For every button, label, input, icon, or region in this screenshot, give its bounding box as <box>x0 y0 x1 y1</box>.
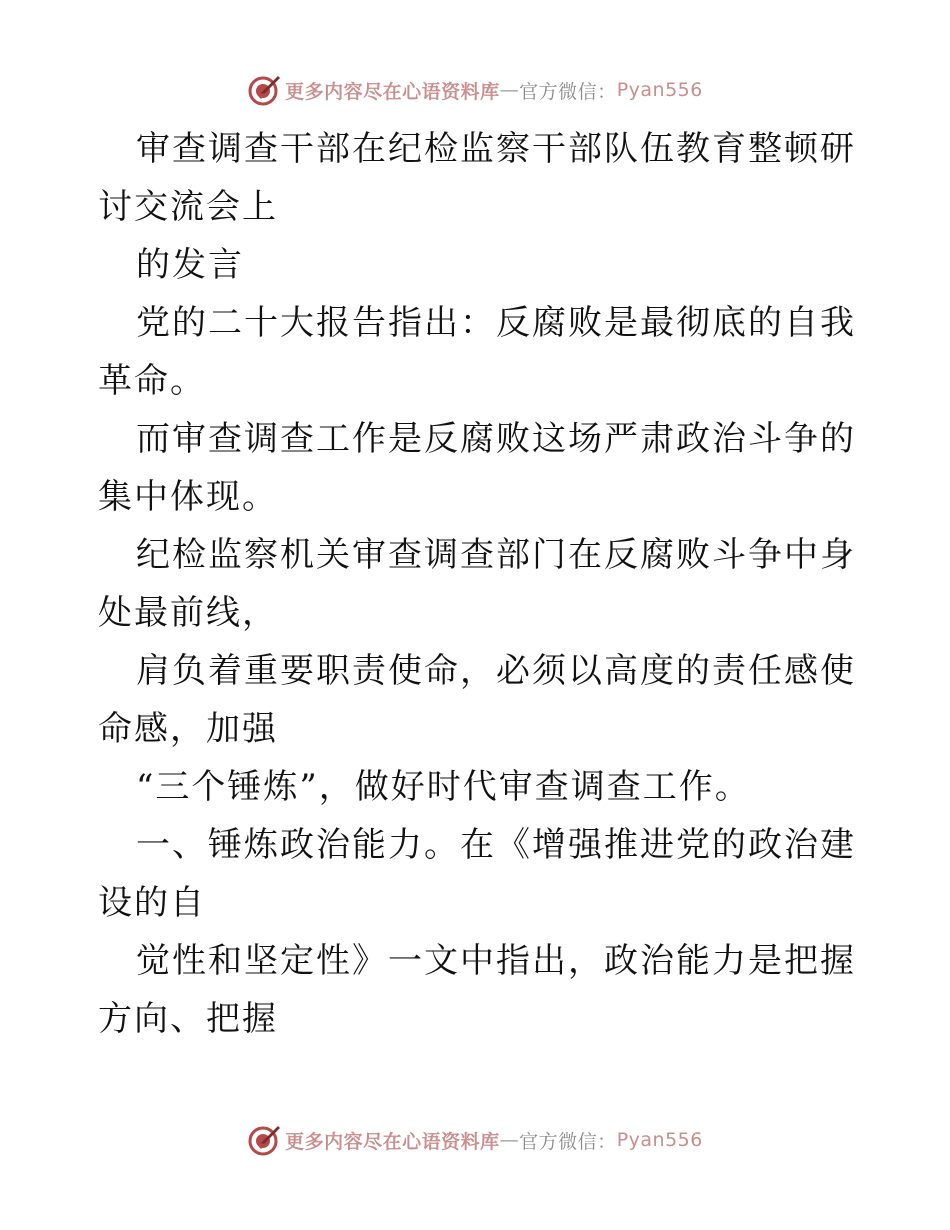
paragraph: “三个锤炼”，做好时代审查调查工作。 <box>136 767 751 807</box>
paragraph: 纪检监察机关审查调查部门在反腐败斗争中身处最前线， <box>98 535 856 633</box>
paragraph: 而审查调查工作是反腐败这场严肃政治斗争的集中体现。 <box>98 419 856 517</box>
paragraph: 觉性和坚定性》一文中指出，政治能力是把握方向、把握 <box>98 941 856 1039</box>
document-body <box>98 120 858 1048</box>
watermark-separator: — <box>499 79 520 101</box>
footer-watermark <box>0 1120 950 1160</box>
header-watermark <box>0 70 950 110</box>
watermark-wechat-id: Pyan556 <box>616 1129 703 1151</box>
watermark-label: 官方微信： <box>519 1130 617 1153</box>
paragraph: 党的二十大报告指出：反腐败是最彻底的自我革命。 <box>98 303 856 401</box>
paragraph: 肩负着重要职责使命，必须以高度的责任感使命感，加强 <box>98 651 856 749</box>
watermark-main-text: 更多内容尽在心语资料库 <box>285 80 500 103</box>
paragraph: 一、锤炼政治能力。在《增强推进党的政治建设的自 <box>98 825 856 923</box>
watermark-main-text: 更多内容尽在心语资料库 <box>285 1130 500 1153</box>
quill-logo-icon <box>247 73 281 107</box>
quill-logo-icon <box>247 1123 281 1157</box>
watermark-wechat-id: Pyan556 <box>616 79 703 101</box>
paragraph-title-continued: 的发言 <box>136 245 244 285</box>
paragraph-title: 审查调查干部在纪检监察干部队伍教育整顿研讨交流会上 <box>98 129 856 227</box>
watermark-separator: — <box>499 1129 520 1151</box>
watermark-label: 官方微信： <box>519 80 617 103</box>
